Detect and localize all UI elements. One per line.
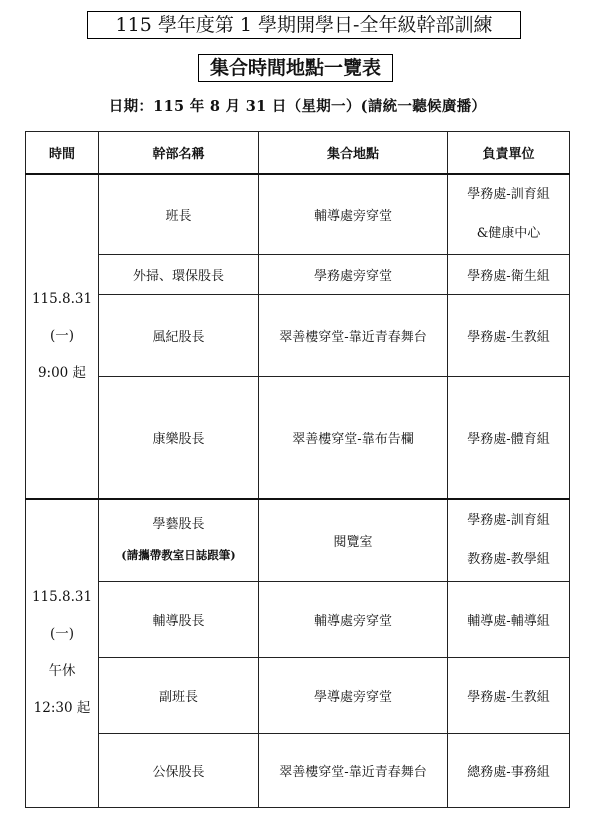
unit-cell: 學務處-生教組	[448, 295, 570, 377]
table-row	[26, 734, 570, 808]
table-row	[26, 255, 570, 295]
cadre-name-cell: 輔導股長	[99, 582, 259, 658]
cadre-name-cell: 學藝股長 (請攜帶教室日誌跟筆)	[99, 499, 259, 582]
table-row	[26, 499, 570, 582]
column-header-place: 集合地點	[259, 132, 448, 174]
document-subtitle: 集合時間地點一覽表	[198, 54, 393, 82]
place-cell: 學務處旁穿堂	[259, 255, 448, 295]
cadre-name-cell: 副班長	[99, 658, 259, 734]
column-header-unit: 負責單位	[448, 132, 570, 174]
cadre-note: (請攜帶教室日誌跟筆)	[121, 548, 236, 563]
unit-cell: 學務處-衛生組	[448, 255, 570, 295]
unit-cell: 學務處-生教組	[448, 658, 570, 734]
document-title: 115 學年度第 1 學期開學日-全年級幹部訓練	[87, 11, 521, 39]
cadre-name-cell: 班長	[99, 174, 259, 255]
column-header-name: 幹部名稱	[99, 132, 259, 174]
time-cell-noon: 115.8.31 (一) 午休 12:30 起	[26, 499, 99, 808]
column-header-time: 時間	[26, 132, 99, 174]
unit-cell: 學務處-訓育組 教務處-教學組	[448, 499, 570, 582]
cadre-name-cell: 公保股長	[99, 734, 259, 808]
date-line: 日期：115 年 8 月 31 日（星期一）(請統一聽候廣播）	[108, 98, 487, 115]
table-row	[26, 658, 570, 734]
place-cell: 輔導處旁穿堂	[259, 174, 448, 255]
place-cell: 閱覽室	[259, 499, 448, 582]
time-cell-morning: 115.8.31 (一) 9:00 起	[26, 174, 99, 499]
table-row	[26, 295, 570, 377]
table-row	[26, 377, 570, 499]
unit-cell: 學務處-體育組	[448, 377, 570, 499]
unit-cell: 輔導處-輔導組	[448, 582, 570, 658]
cadre-name-cell: 康樂股長	[99, 377, 259, 499]
place-cell: 翠善樓穿堂-靠布告欄	[259, 377, 448, 499]
cadre-name-cell: 外掃、環保股長	[99, 255, 259, 295]
cadre-name-cell: 風紀股長	[99, 295, 259, 377]
table-row	[26, 582, 570, 658]
table-header-row	[26, 132, 570, 174]
place-cell: 輔導處旁穿堂	[259, 582, 448, 658]
table-row	[26, 174, 570, 255]
unit-cell: 總務處-事務組	[448, 734, 570, 808]
schedule-table	[25, 131, 570, 808]
place-cell: 學導處旁穿堂	[259, 658, 448, 734]
unit-cell: 學務處-訓育組 &健康中心	[448, 174, 570, 255]
place-cell: 翠善樓穿堂-靠近青春舞台	[259, 295, 448, 377]
place-cell: 翠善樓穿堂-靠近青春舞台	[259, 734, 448, 808]
